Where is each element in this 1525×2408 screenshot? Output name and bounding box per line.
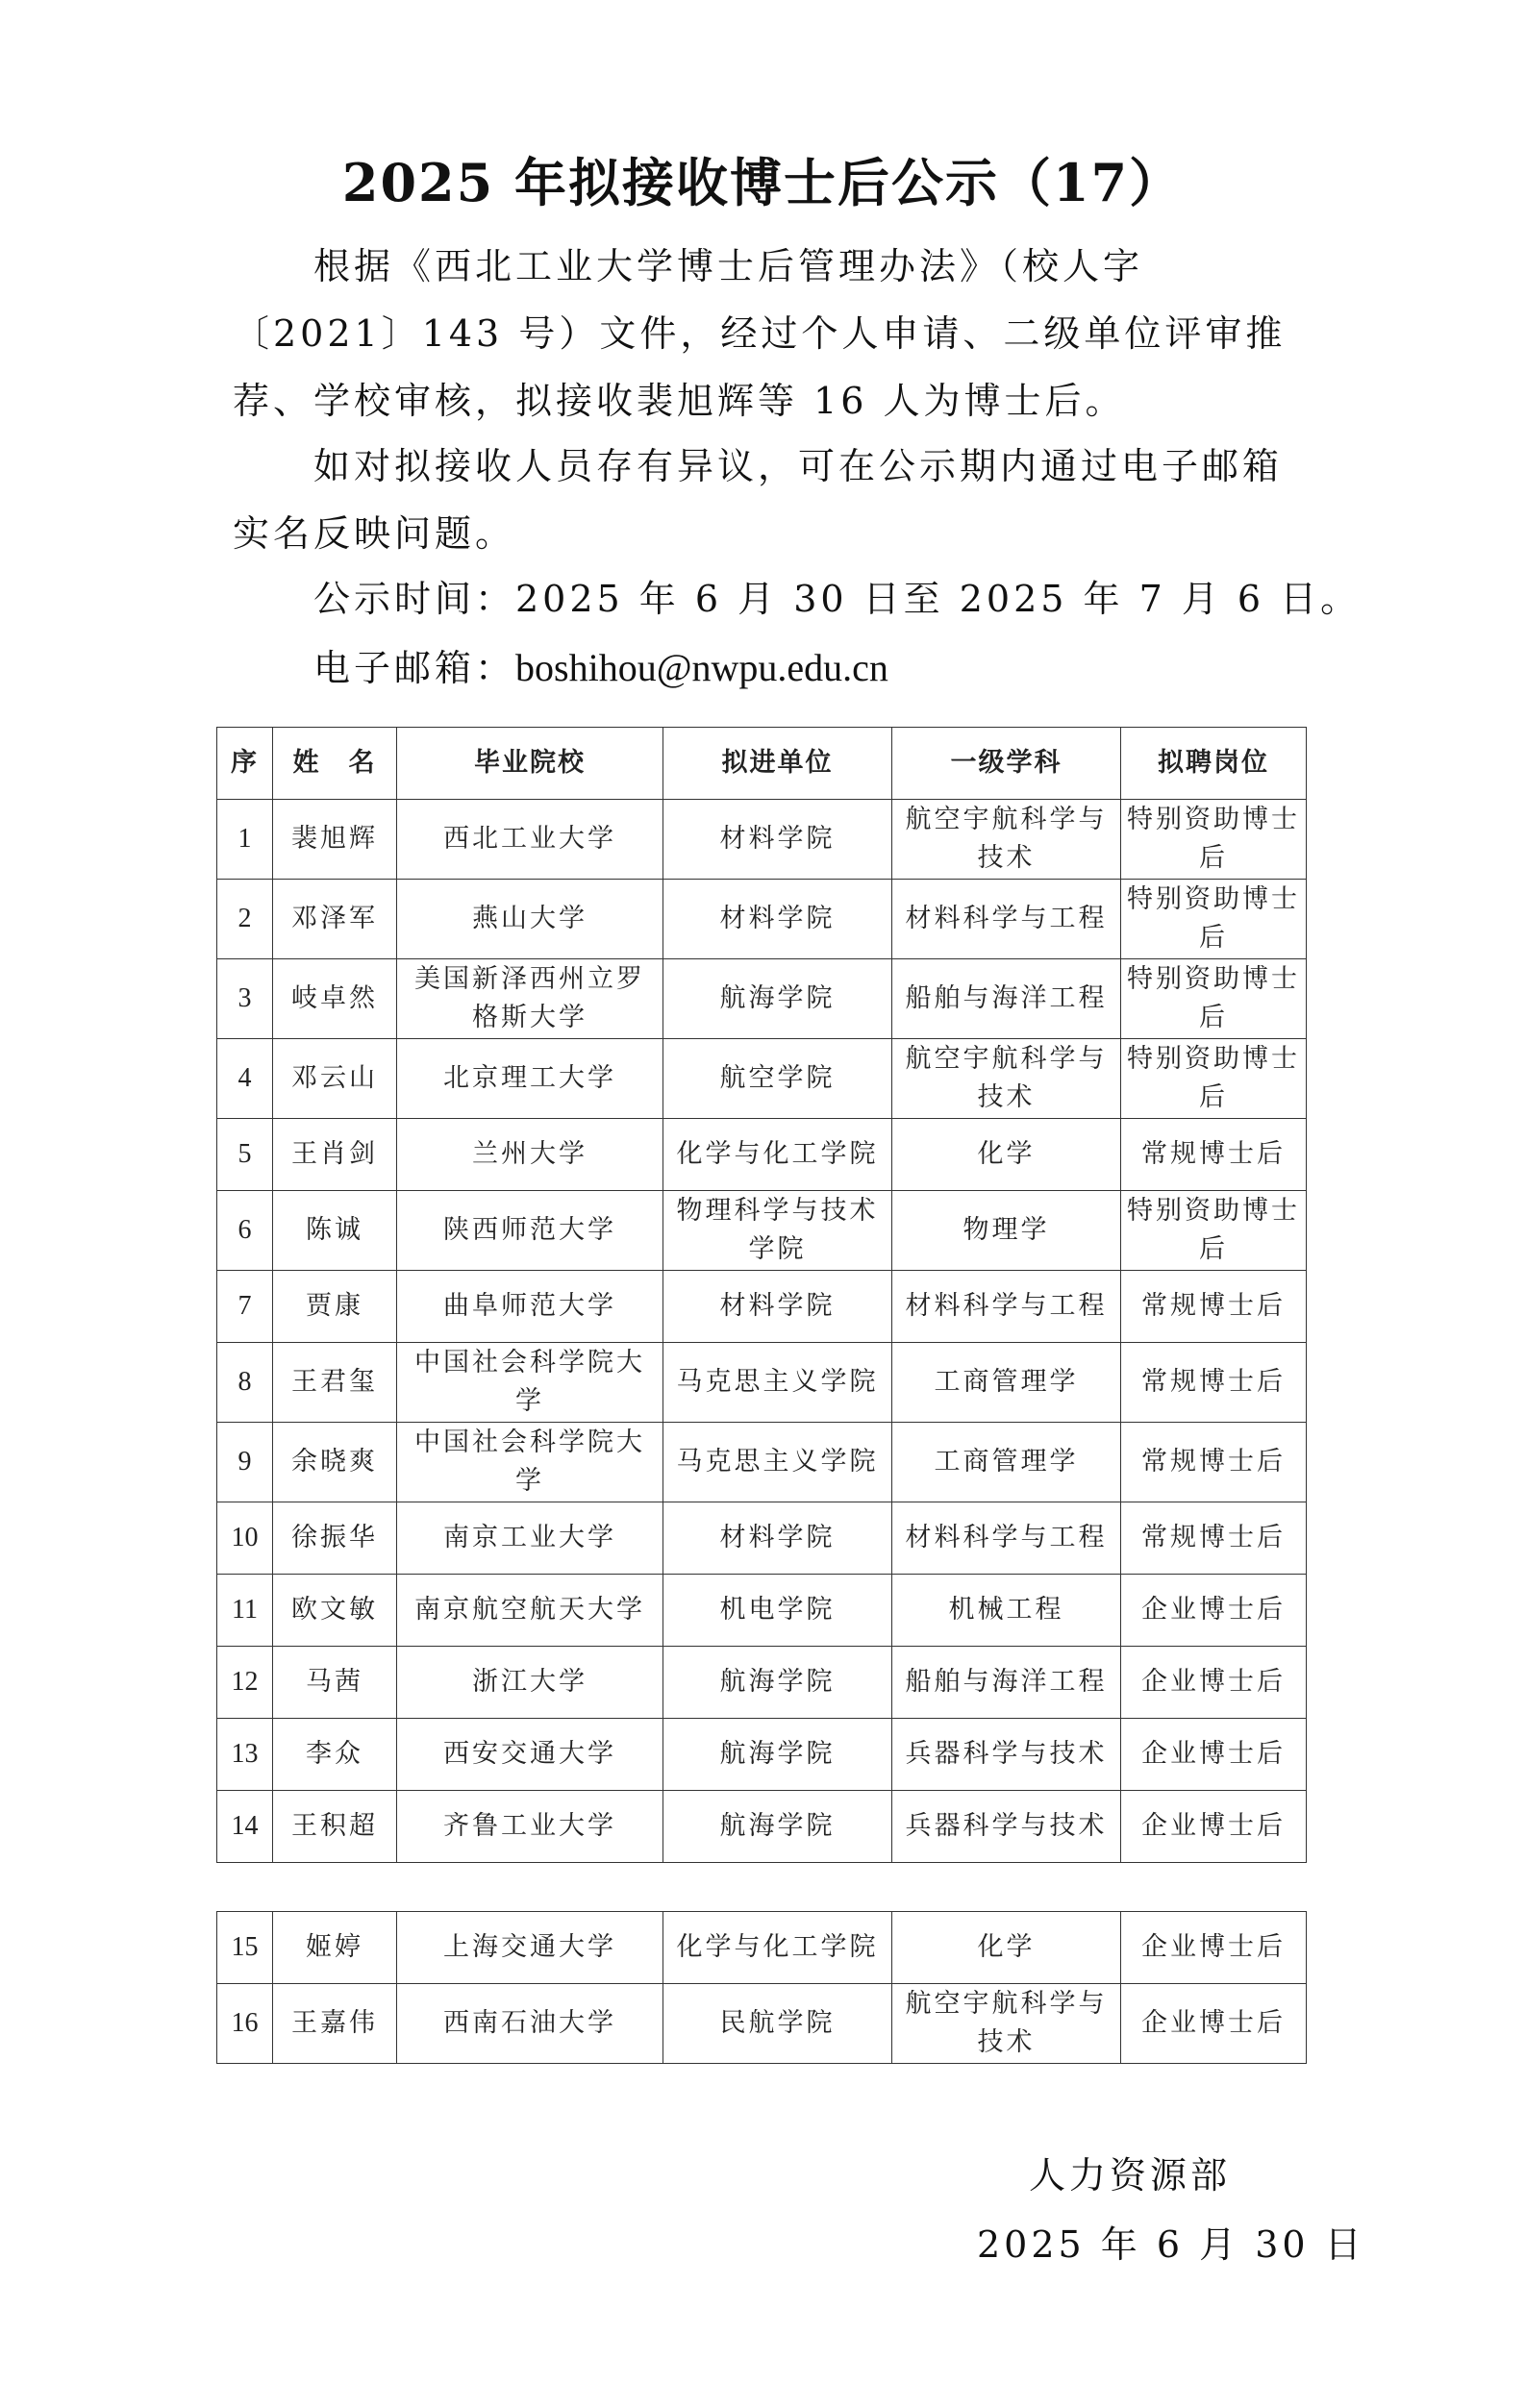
objection-text: 如对拟接收人员存有异议，可在公示期内通过电子邮箱实名反映问题。 (233, 445, 1284, 555)
cell-discipline: 工商管理学 (892, 1423, 1121, 1502)
cell-school: 上海交通大学 (397, 1912, 663, 1984)
cell-post: 常规博士后 (1121, 1343, 1307, 1423)
cell-discipline: 船舶与海洋工程 (892, 959, 1121, 1039)
cell-no: 8 (217, 1343, 273, 1423)
cell-discipline: 航空宇航科学与技术 (892, 1984, 1121, 2064)
cell-post: 特别资助博士后 (1121, 1039, 1307, 1119)
cell-discipline: 材料科学与工程 (892, 1502, 1121, 1575)
table-row (217, 959, 1307, 1039)
table-row (217, 1119, 1307, 1191)
cell-discipline: 物理学 (892, 1191, 1121, 1271)
cell-post: 企业博士后 (1121, 1575, 1307, 1647)
cell-post: 特别资助博士后 (1121, 1191, 1307, 1271)
cell-discipline: 兵器科学与技术 (892, 1791, 1121, 1863)
email-address: boshihou@nwpu.edu.cn (515, 646, 888, 689)
cell-name: 王嘉伟 (273, 1984, 397, 2064)
cell-unit: 机电学院 (663, 1575, 892, 1647)
table-row (217, 1191, 1307, 1271)
cell-name: 姬婷 (273, 1912, 397, 1984)
header-discipline: 一级学科 (892, 728, 1121, 800)
cell-no: 4 (217, 1039, 273, 1119)
header-post: 拟聘岗位 (1121, 728, 1307, 800)
cell-name: 马茜 (273, 1647, 397, 1719)
cell-unit: 材料学院 (663, 1502, 892, 1575)
cell-name: 余晓爽 (273, 1423, 397, 1502)
table-row (217, 800, 1307, 880)
page-title: 2025 年拟接收博士后公示（17） (341, 152, 1184, 213)
cell-unit: 物理科学与技术学院 (663, 1191, 892, 1271)
cell-name: 王肖剑 (273, 1119, 397, 1191)
cell-unit: 航海学院 (663, 1791, 892, 1863)
cell-post: 企业博士后 (1121, 1719, 1307, 1791)
cell-no: 15 (217, 1912, 273, 1984)
cell-unit: 材料学院 (663, 800, 892, 880)
cell-name: 王积超 (273, 1791, 397, 1863)
cell-discipline: 材料科学与工程 (892, 1271, 1121, 1343)
cell-unit: 马克思主义学院 (663, 1423, 892, 1502)
cell-school: 西安交通大学 (397, 1719, 663, 1791)
cell-no: 13 (217, 1719, 273, 1791)
header-name: 姓 名 (273, 728, 397, 800)
cell-post: 常规博士后 (1121, 1119, 1307, 1191)
email-line (313, 638, 888, 691)
header-unit: 拟进单位 (663, 728, 892, 800)
cell-discipline: 机械工程 (892, 1575, 1121, 1647)
cell-post: 常规博士后 (1121, 1502, 1307, 1575)
cell-school: 西南石油大学 (397, 1984, 663, 2064)
table-row (217, 1575, 1307, 1647)
table-header-row (217, 728, 1307, 800)
cell-post: 常规博士后 (1121, 1423, 1307, 1502)
cell-discipline: 化学 (892, 1119, 1121, 1191)
cell-discipline: 航空宇航科学与技术 (892, 800, 1121, 880)
cell-name: 贾康 (273, 1271, 397, 1343)
cell-unit: 航海学院 (663, 1647, 892, 1719)
cell-unit: 航海学院 (663, 959, 892, 1039)
cell-unit: 化学与化工学院 (663, 1119, 892, 1191)
cell-no: 14 (217, 1791, 273, 1863)
cell-school: 浙江大学 (397, 1647, 663, 1719)
cell-post: 企业博士后 (1121, 1647, 1307, 1719)
table-row (217, 1912, 1307, 1984)
objection-paragraph (233, 433, 1290, 567)
cell-no: 5 (217, 1119, 273, 1191)
cell-unit: 航海学院 (663, 1719, 892, 1791)
cell-school: 北京理工大学 (397, 1039, 663, 1119)
header-school: 毕业院校 (397, 728, 663, 800)
table-row (217, 1984, 1307, 2064)
cell-name: 王君玺 (273, 1343, 397, 1423)
cell-no: 7 (217, 1271, 273, 1343)
email-label: 电子邮箱： (313, 647, 516, 689)
cell-unit: 材料学院 (663, 880, 892, 959)
cell-unit: 航空学院 (663, 1039, 892, 1119)
cell-no: 2 (217, 880, 273, 959)
publicity-period: 公示时间：2025 年 6 月 30 日至 2025 年 7 月 6 日。 (313, 578, 1362, 620)
cell-post: 特别资助博士后 (1121, 880, 1307, 959)
cell-school: 兰州大学 (397, 1119, 663, 1191)
cell-no: 16 (217, 1984, 273, 2064)
cell-name: 欧文敏 (273, 1575, 397, 1647)
cell-school: 南京工业大学 (397, 1502, 663, 1575)
cell-school: 美国新泽西州立罗格斯大学 (397, 959, 663, 1039)
cell-unit: 民航学院 (663, 1984, 892, 2064)
candidates-table-continued (216, 1911, 1307, 2064)
cell-no: 12 (217, 1647, 273, 1719)
cell-post: 常规博士后 (1121, 1271, 1307, 1343)
table-row (217, 1502, 1307, 1575)
cell-name: 徐振华 (273, 1502, 397, 1575)
cell-post: 特别资助博士后 (1121, 800, 1307, 880)
cell-unit: 化学与化工学院 (663, 1912, 892, 1984)
cell-school: 中国社会科学院大学 (397, 1423, 663, 1502)
cell-post: 特别资助博士后 (1121, 959, 1307, 1039)
cell-no: 6 (217, 1191, 273, 1271)
intro-text: 根据《西北工业大学博士后管理办法》（校人字〔2021〕143 号）文件，经过个人申请、二级单位评审推荐、学校审核，拟接收裴旭辉等 16 人为博士后。 (233, 245, 1287, 422)
cell-school: 中国社会科学院大学 (397, 1343, 663, 1423)
candidates-table (216, 727, 1307, 1863)
cell-discipline: 兵器科学与技术 (892, 1719, 1121, 1791)
cell-discipline: 航空宇航科学与技术 (892, 1039, 1121, 1119)
cell-discipline: 化学 (892, 1912, 1121, 1984)
cell-name: 邓泽军 (273, 880, 397, 959)
cell-discipline: 材料科学与工程 (892, 880, 1121, 959)
table-row (217, 1343, 1307, 1423)
cell-name: 岐卓然 (273, 959, 397, 1039)
cell-school: 陕西师范大学 (397, 1191, 663, 1271)
cell-name: 裴旭辉 (273, 800, 397, 880)
cell-no: 11 (217, 1575, 273, 1647)
cell-school: 南京航空航天大学 (397, 1575, 663, 1647)
cell-unit: 马克思主义学院 (663, 1343, 892, 1423)
table-row (217, 1271, 1307, 1343)
table-row (217, 1647, 1307, 1719)
table-row (217, 880, 1307, 959)
cell-name: 邓云山 (273, 1039, 397, 1119)
cell-post: 企业博士后 (1121, 1912, 1307, 1984)
cell-no: 10 (217, 1502, 273, 1575)
cell-no: 3 (217, 959, 273, 1039)
cell-discipline: 工商管理学 (892, 1343, 1121, 1423)
table-row (217, 1423, 1307, 1502)
cell-post: 企业博士后 (1121, 1984, 1307, 2064)
intro-paragraph (233, 233, 1290, 434)
table-row (217, 1791, 1307, 1863)
cell-no: 1 (217, 800, 273, 880)
cell-post: 企业博士后 (1121, 1791, 1307, 1863)
signature-date: 2025 年 6 月 30 日 (977, 2223, 1365, 2266)
cell-no: 9 (217, 1423, 273, 1502)
cell-school: 齐鲁工业大学 (397, 1791, 663, 1863)
signature-department: 人力资源部 (1029, 2154, 1232, 2197)
cell-school: 西北工业大学 (397, 800, 663, 880)
cell-discipline: 船舶与海洋工程 (892, 1647, 1121, 1719)
cell-school: 燕山大学 (397, 880, 663, 959)
cell-unit: 材料学院 (663, 1271, 892, 1343)
cell-name: 陈诚 (273, 1191, 397, 1271)
cell-school: 曲阜师范大学 (397, 1271, 663, 1343)
cell-name: 李众 (273, 1719, 397, 1791)
table-row (217, 1039, 1307, 1119)
table-row (217, 1719, 1307, 1791)
header-no: 序 (217, 728, 273, 800)
